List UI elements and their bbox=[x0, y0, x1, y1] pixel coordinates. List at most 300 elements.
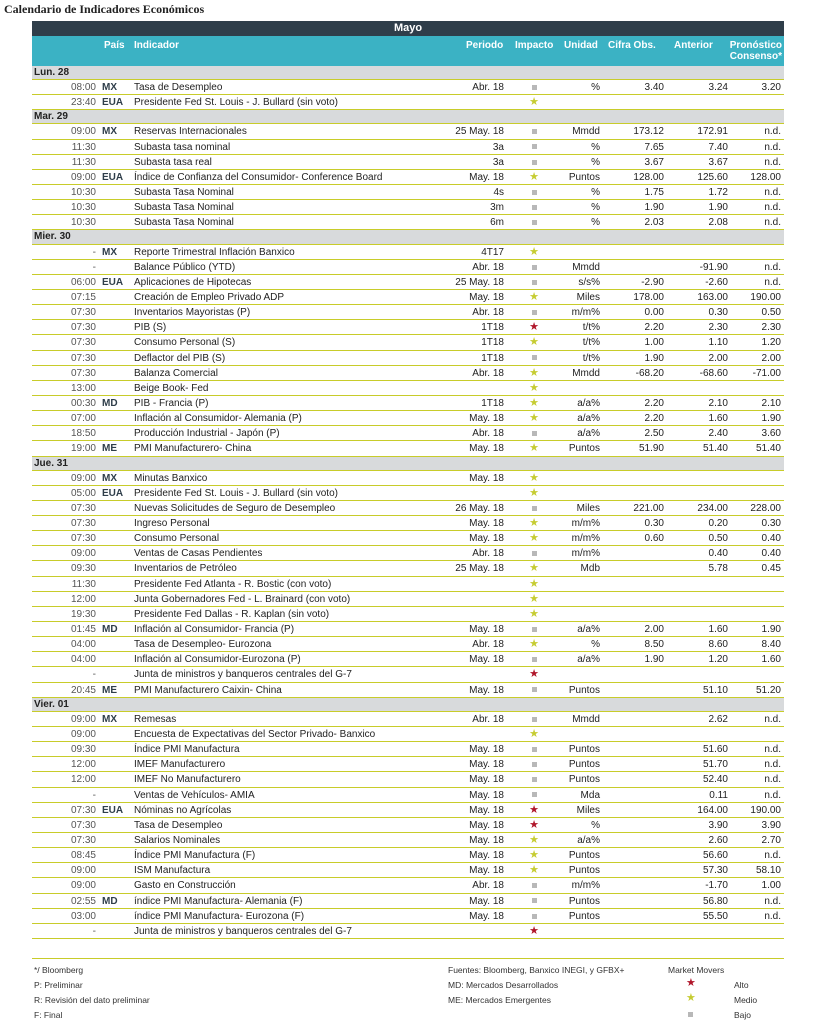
cell-indicator: Subasta Tasa Nominal bbox=[134, 217, 234, 229]
table-row bbox=[32, 366, 784, 381]
day-header: Vier. 01 bbox=[32, 698, 784, 712]
cell-consensus: 190.00 bbox=[750, 804, 781, 816]
table-row bbox=[32, 441, 784, 456]
cell-unit: Puntos bbox=[568, 443, 600, 455]
cell-previous: 0.50 bbox=[708, 533, 728, 545]
cell-consensus: 51.40 bbox=[755, 443, 781, 455]
col-indicador: Indicador bbox=[134, 40, 180, 51]
footnote-final: F: Final bbox=[34, 1010, 63, 1020]
cell-period: May. 18 bbox=[469, 850, 504, 862]
cell-indicator: IMEF Manufacturero bbox=[134, 759, 226, 771]
cell-period: May. 18 bbox=[469, 744, 504, 756]
calendar-table bbox=[32, 66, 784, 939]
footnote-md: MD: Mercados Desarrollados bbox=[448, 980, 559, 990]
table-row bbox=[32, 335, 784, 350]
cell-consensus: n.d. bbox=[764, 744, 781, 756]
table-row bbox=[32, 155, 784, 170]
impact-medium-star-icon: ★ bbox=[529, 562, 539, 575]
cell-previous: 2.10 bbox=[708, 397, 728, 409]
impact-medium-star-icon: ★ bbox=[529, 412, 539, 425]
impact-medium-star-icon: ★ bbox=[529, 833, 539, 846]
cell-previous: 125.60 bbox=[697, 171, 728, 183]
cell-period: Abr. 18 bbox=[472, 367, 504, 379]
legend-bajo: Bajo bbox=[734, 1010, 752, 1020]
cell-consensus: 228.00 bbox=[750, 502, 781, 514]
cell-consensus: n.d. bbox=[764, 156, 781, 168]
table-row bbox=[32, 637, 784, 652]
cell-time: 19:00 bbox=[70, 443, 96, 455]
column-header bbox=[32, 36, 784, 66]
impact-high-star-icon: ★ bbox=[529, 818, 539, 831]
cell-time: 07:30 bbox=[70, 834, 96, 846]
cell-observed: -2.90 bbox=[641, 276, 664, 288]
cell-unit: % bbox=[591, 82, 600, 94]
cell-time: 11:30 bbox=[71, 141, 96, 153]
impact-medium-star-icon: ★ bbox=[529, 396, 539, 409]
cell-consensus: n.d. bbox=[764, 895, 781, 907]
cell-country: MX bbox=[102, 713, 117, 725]
cell-consensus: 0.50 bbox=[761, 307, 781, 319]
cell-consensus: n.d. bbox=[764, 789, 781, 801]
cell-previous: 51.70 bbox=[702, 759, 728, 771]
cell-indicator: Índice PMI Manufactura (F) bbox=[134, 850, 256, 862]
cell-unit: Puntos bbox=[568, 684, 600, 696]
impact-medium-star-icon: ★ bbox=[529, 592, 539, 605]
cell-observed: 221.00 bbox=[633, 502, 664, 514]
impact-low-square-icon bbox=[512, 275, 556, 290]
table-row bbox=[32, 863, 784, 878]
cell-previous: 57.30 bbox=[702, 865, 728, 877]
cell-unit: % bbox=[591, 141, 600, 153]
cell-time: 09:00 bbox=[70, 728, 96, 740]
cell-previous: 7.40 bbox=[708, 141, 728, 153]
cell-time: - bbox=[92, 261, 96, 273]
cell-consensus: 2.70 bbox=[761, 834, 781, 846]
cell-indicator: Gasto en Construcción bbox=[134, 880, 236, 892]
cell-consensus: 3.20 bbox=[761, 82, 781, 94]
cell-previous: 2.08 bbox=[708, 217, 728, 229]
cell-consensus: 128.00 bbox=[750, 171, 781, 183]
cell-observed: 173.12 bbox=[633, 126, 664, 138]
cell-indicator: Balanza Comercial bbox=[134, 367, 218, 379]
cell-previous: 163.00 bbox=[697, 291, 728, 303]
cell-indicator: índice PMI Manufactura- Alemania (F) bbox=[134, 895, 303, 907]
cell-observed: 0.00 bbox=[644, 307, 664, 319]
cell-period: Abr. 18 bbox=[472, 82, 504, 94]
table-row bbox=[32, 320, 784, 335]
cell-period: May. 18 bbox=[469, 624, 504, 636]
cell-unit: a/a% bbox=[577, 397, 600, 409]
day-header: Mar. 29 bbox=[32, 110, 784, 124]
cell-period: May. 18 bbox=[469, 774, 504, 786]
cell-indicator: Índice PMI Manufactura bbox=[134, 744, 240, 756]
cell-time: 02:55 bbox=[70, 895, 96, 907]
cell-time: 07:30 bbox=[70, 819, 96, 831]
cell-consensus: 0.45 bbox=[761, 563, 781, 575]
cell-unit: t/t% bbox=[582, 337, 600, 349]
col-impacto: Impacto bbox=[515, 40, 554, 51]
table-row bbox=[32, 757, 784, 772]
impact-high-star-icon: ★ bbox=[529, 924, 539, 937]
cell-indicator: Presidente Fed Atlanta - R. Bostic (con voto) bbox=[134, 578, 332, 590]
cell-consensus: 1.60 bbox=[761, 654, 781, 666]
table-row bbox=[32, 607, 784, 622]
impact-high-star-icon: ★ bbox=[529, 803, 539, 816]
impact-low-square-icon bbox=[512, 140, 556, 155]
cell-consensus: n.d. bbox=[764, 276, 781, 288]
cell-previous: 2.30 bbox=[708, 322, 728, 334]
legend-medio: Medio bbox=[734, 995, 758, 1005]
cell-consensus: 3.60 bbox=[761, 428, 781, 440]
cell-observed: 1.90 bbox=[644, 654, 664, 666]
cell-unit: a/a% bbox=[577, 428, 600, 440]
cell-time: 12:00 bbox=[70, 759, 96, 771]
cell-consensus: 1.20 bbox=[761, 337, 781, 349]
cell-period: May. 18 bbox=[469, 518, 504, 530]
table-row bbox=[32, 290, 784, 305]
cell-unit: m/m% bbox=[571, 548, 600, 560]
cell-time: 01:45 bbox=[70, 624, 96, 636]
cell-indicator: Balance Público (YTD) bbox=[134, 261, 236, 273]
impact-medium-star-icon: ★ bbox=[529, 532, 539, 545]
cell-previous: 172.91 bbox=[697, 126, 728, 138]
cell-time: 09:00 bbox=[70, 171, 96, 183]
impact-low-square-icon bbox=[512, 894, 556, 909]
cell-time: 03:00 bbox=[70, 910, 96, 922]
footnote-sources: Fuentes: Bloomberg, Banxico INEGI, y GFBX+ bbox=[448, 965, 625, 975]
cell-time: 08:00 bbox=[70, 82, 96, 94]
impact-medium-star-icon: ★ bbox=[529, 290, 539, 303]
cell-indicator: Subasta Tasa Nominal bbox=[134, 202, 234, 214]
cell-indicator: Deflactor del PIB (S) bbox=[134, 352, 226, 364]
cell-unit: Puntos bbox=[568, 865, 600, 877]
cell-previous: 51.40 bbox=[702, 443, 728, 455]
footnote-bloomberg: */ Bloomberg bbox=[34, 965, 84, 975]
cell-unit: Mmdd bbox=[572, 261, 600, 273]
footnote-preliminar: P: Preliminar bbox=[34, 980, 83, 990]
cell-time: 20:45 bbox=[70, 684, 96, 696]
cell-indicator: Producción Industrial - Japón (P) bbox=[134, 428, 280, 440]
cell-period: 1T18 bbox=[481, 352, 504, 364]
table-row bbox=[32, 803, 784, 818]
cell-period: 1T18 bbox=[481, 322, 504, 334]
table-row bbox=[32, 788, 784, 803]
cell-consensus: n.d. bbox=[764, 713, 781, 725]
cell-indicator: Presidente Fed St. Louis - J. Bullard (sin voto) bbox=[134, 97, 338, 109]
table-row bbox=[32, 305, 784, 320]
cell-time: 07:30 bbox=[70, 307, 96, 319]
cell-period: May. 18 bbox=[469, 684, 504, 696]
table-row bbox=[32, 848, 784, 863]
cell-consensus: 1.00 bbox=[761, 880, 781, 892]
cell-previous: 3.24 bbox=[708, 82, 728, 94]
cell-unit: t/t% bbox=[582, 352, 600, 364]
table-row bbox=[32, 124, 784, 139]
cell-indicator: Presidente Fed St. Louis - J. Bullard (sin voto) bbox=[134, 487, 338, 499]
cell-unit: Miles bbox=[576, 502, 600, 514]
cell-country: EUA bbox=[102, 804, 124, 816]
table-row bbox=[32, 652, 784, 667]
cell-unit: a/a% bbox=[577, 624, 600, 636]
impact-low-square-icon bbox=[512, 80, 556, 95]
month-header: Mayo bbox=[32, 21, 784, 36]
cell-time: 08:45 bbox=[70, 850, 96, 862]
cell-period: May. 18 bbox=[469, 865, 504, 877]
cell-unit: Puntos bbox=[568, 895, 600, 907]
cell-indicator: Tasa de Desempleo- Eurozona bbox=[134, 639, 272, 651]
cell-consensus: n.d. bbox=[764, 187, 781, 199]
cell-country: MX bbox=[102, 126, 117, 138]
legend-low-square-icon bbox=[688, 1008, 693, 1020]
cell-previous: 51.10 bbox=[702, 684, 728, 696]
cell-country: MX bbox=[102, 472, 117, 484]
cell-consensus: n.d. bbox=[764, 217, 781, 229]
table-row bbox=[32, 275, 784, 290]
cell-indicator: Reporte Trimestral Inflación Banxico bbox=[134, 246, 295, 258]
table-row bbox=[32, 140, 784, 155]
table-bottom-rule bbox=[32, 958, 784, 959]
cell-country: MX bbox=[102, 82, 117, 94]
cell-time: 09:00 bbox=[70, 865, 96, 877]
cell-observed: 0.60 bbox=[644, 533, 664, 545]
legend-alto: Alto bbox=[734, 980, 749, 990]
impact-medium-star-icon: ★ bbox=[529, 638, 539, 651]
cell-period: May. 18 bbox=[469, 443, 504, 455]
impact-medium-star-icon: ★ bbox=[529, 170, 539, 183]
cell-previous: 51.60 bbox=[702, 744, 728, 756]
cell-time: 07:30 bbox=[70, 518, 96, 530]
cell-consensus: n.d. bbox=[764, 774, 781, 786]
cell-period: Abr. 18 bbox=[472, 548, 504, 560]
cell-indicator: Remesas bbox=[134, 713, 177, 725]
cell-time: - bbox=[92, 669, 96, 681]
cell-observed: 2.03 bbox=[644, 217, 664, 229]
impact-low-square-icon bbox=[512, 788, 556, 803]
cell-unit: Mmdd bbox=[572, 713, 600, 725]
cell-country: EUA bbox=[102, 97, 124, 109]
cell-unit: % bbox=[591, 187, 600, 199]
cell-unit: Puntos bbox=[568, 171, 600, 183]
table-row bbox=[32, 426, 784, 441]
cell-indicator: Tasa de Desempleo bbox=[134, 819, 223, 831]
impact-low-square-icon bbox=[512, 185, 556, 200]
cell-period: 4T17 bbox=[481, 246, 504, 258]
day-header: Jue. 31 bbox=[32, 457, 784, 471]
cell-previous: 1.10 bbox=[708, 337, 728, 349]
table-row bbox=[32, 894, 784, 909]
impact-low-square-icon bbox=[512, 878, 556, 893]
cell-indicator: Salarios Nominales bbox=[134, 834, 221, 846]
table-row bbox=[32, 215, 784, 230]
cell-consensus: 2.30 bbox=[761, 322, 781, 334]
table-row bbox=[32, 260, 784, 275]
cell-consensus: 3.90 bbox=[761, 819, 781, 831]
cell-previous: 164.00 bbox=[697, 804, 728, 816]
table-row bbox=[32, 245, 784, 260]
cell-country: EUA bbox=[102, 487, 124, 499]
cell-period: Abr. 18 bbox=[472, 880, 504, 892]
cell-indicator: Subasta tasa nominal bbox=[134, 141, 231, 153]
impact-low-square-icon bbox=[512, 260, 556, 275]
cell-previous: 1.20 bbox=[708, 654, 728, 666]
table-row bbox=[32, 531, 784, 546]
cell-period: May. 18 bbox=[469, 654, 504, 666]
table-row bbox=[32, 772, 784, 787]
impact-low-square-icon bbox=[512, 351, 556, 366]
cell-period: Abr. 18 bbox=[472, 713, 504, 725]
day-header: Mier. 30 bbox=[32, 230, 784, 244]
cell-unit: a/a% bbox=[577, 654, 600, 666]
cell-previous: 0.40 bbox=[708, 548, 728, 560]
cell-period: May. 18 bbox=[469, 834, 504, 846]
cell-previous: 8.60 bbox=[708, 639, 728, 651]
impact-medium-star-icon: ★ bbox=[529, 96, 539, 109]
impact-medium-star-icon: ★ bbox=[529, 245, 539, 258]
cell-unit: % bbox=[591, 819, 600, 831]
table-row bbox=[32, 924, 784, 939]
cell-period: 26 May. 18 bbox=[455, 502, 504, 514]
cell-indicator: Tasa de Desempleo bbox=[134, 82, 223, 94]
impact-low-square-icon bbox=[512, 215, 556, 230]
cell-time: 05:00 bbox=[70, 487, 96, 499]
cell-indicator: Ventas de Casas Pendientes bbox=[134, 548, 263, 560]
cell-previous: 56.60 bbox=[702, 850, 728, 862]
cell-time: 23:40 bbox=[70, 97, 96, 109]
cell-observed: 2.20 bbox=[644, 397, 664, 409]
table-row bbox=[32, 501, 784, 516]
cell-previous: 234.00 bbox=[697, 502, 728, 514]
table-row bbox=[32, 667, 784, 682]
impact-low-square-icon bbox=[512, 909, 556, 924]
cell-time: 07:30 bbox=[70, 533, 96, 545]
cell-observed: 51.90 bbox=[638, 443, 664, 455]
cell-time: 10:30 bbox=[70, 217, 96, 229]
cell-previous: 2.62 bbox=[708, 713, 728, 725]
cell-time: 12:00 bbox=[70, 593, 96, 605]
cell-period: May. 18 bbox=[469, 171, 504, 183]
cell-time: 19:30 bbox=[70, 608, 96, 620]
cell-indicator: Nuevas Solicitudes de Seguro de Desempleo bbox=[134, 502, 336, 514]
cell-period: 3a bbox=[492, 156, 504, 168]
cell-previous: 0.20 bbox=[708, 518, 728, 530]
legend-mid-star-icon: ★ bbox=[686, 992, 696, 1004]
cell-previous: 1.90 bbox=[708, 202, 728, 214]
cell-previous: 1.72 bbox=[708, 187, 728, 199]
cell-period: Abr. 18 bbox=[472, 307, 504, 319]
cell-indicator: IMEF No Manufacturero bbox=[134, 774, 241, 786]
impact-medium-star-icon: ★ bbox=[529, 336, 539, 349]
impact-low-square-icon bbox=[512, 712, 556, 727]
cell-consensus: 2.00 bbox=[761, 352, 781, 364]
cell-time: 09:30 bbox=[70, 563, 96, 575]
cell-time: 07:30 bbox=[70, 337, 96, 349]
cell-previous: 2.00 bbox=[708, 352, 728, 364]
table-row bbox=[32, 592, 784, 607]
cell-time: 11:30 bbox=[71, 578, 96, 590]
cell-time: 00:30 bbox=[70, 397, 96, 409]
cell-consensus: 1.90 bbox=[761, 624, 781, 636]
cell-indicator: Junta de ministros y banqueros centrales del G-7 bbox=[134, 925, 352, 937]
impact-low-square-icon bbox=[512, 757, 556, 772]
cell-indicator: ISM Manufactura bbox=[134, 865, 211, 877]
table-row bbox=[32, 185, 784, 200]
cell-period: 25 May. 18 bbox=[455, 126, 504, 138]
cell-period: 3m bbox=[490, 202, 504, 214]
impact-high-star-icon: ★ bbox=[529, 321, 539, 334]
table-row bbox=[32, 516, 784, 531]
cell-period: Abr. 18 bbox=[472, 261, 504, 273]
cell-consensus: 0.30 bbox=[761, 518, 781, 530]
cell-time: 09:00 bbox=[70, 126, 96, 138]
cell-indicator: Minutas Banxico bbox=[134, 472, 208, 484]
impact-medium-star-icon: ★ bbox=[529, 577, 539, 590]
cell-period: 25 May. 18 bbox=[455, 276, 504, 288]
cell-observed: 2.20 bbox=[644, 322, 664, 334]
cell-time: 04:00 bbox=[70, 654, 96, 666]
cell-previous: -68.60 bbox=[699, 367, 728, 379]
cell-period: Abr. 18 bbox=[472, 428, 504, 440]
cell-indicator: Inflación al Consumidor- Francia (P) bbox=[134, 624, 295, 636]
cell-indicator: Beige Book- Fed bbox=[134, 382, 209, 394]
footnote-revision: R: Revisión del dato preliminar bbox=[34, 995, 150, 1005]
col-anterior: Anterior bbox=[674, 40, 713, 51]
cell-unit: Miles bbox=[576, 291, 600, 303]
cell-period: 6m bbox=[490, 217, 504, 229]
footnote-me: ME: Mercados Emergentes bbox=[448, 995, 551, 1005]
impact-low-square-icon bbox=[512, 622, 556, 637]
table-row bbox=[32, 200, 784, 215]
col-periodo: Periodo bbox=[466, 40, 504, 51]
impact-medium-star-icon: ★ bbox=[529, 366, 539, 379]
cell-consensus: 58.10 bbox=[755, 865, 781, 877]
cell-unit: Mmdd bbox=[572, 126, 600, 138]
cell-consensus: n.d. bbox=[764, 910, 781, 922]
cell-unit: % bbox=[591, 217, 600, 229]
impact-low-square-icon bbox=[512, 652, 556, 667]
cell-unit: Puntos bbox=[568, 774, 600, 786]
cell-period: May. 18 bbox=[469, 759, 504, 771]
cell-time: 10:30 bbox=[70, 187, 96, 199]
cell-country: MX bbox=[102, 246, 117, 258]
cell-time: 06:00 bbox=[70, 276, 96, 288]
cell-consensus: n.d. bbox=[764, 261, 781, 273]
cell-observed: 3.67 bbox=[644, 156, 664, 168]
cell-observed: 1.00 bbox=[644, 337, 664, 349]
cell-consensus: n.d. bbox=[764, 202, 781, 214]
table-row bbox=[32, 351, 784, 366]
cell-unit: Mda bbox=[580, 789, 600, 801]
cell-period: May. 18 bbox=[469, 291, 504, 303]
cell-unit: Mmdd bbox=[572, 367, 600, 379]
cell-unit: s/s% bbox=[578, 276, 600, 288]
impact-low-square-icon bbox=[512, 426, 556, 441]
cell-country: MD bbox=[102, 895, 118, 907]
cell-observed: 3.40 bbox=[644, 82, 664, 94]
cell-indicator: Consumo Personal (S) bbox=[134, 337, 236, 349]
impact-low-square-icon bbox=[512, 155, 556, 170]
cell-observed: 1.75 bbox=[644, 187, 664, 199]
cell-indicator: Creación de Empleo Privado ADP bbox=[134, 291, 285, 303]
cell-indicator: Ingreso Personal bbox=[134, 518, 210, 530]
cell-unit: % bbox=[591, 156, 600, 168]
cell-previous: 1.60 bbox=[708, 413, 728, 425]
impact-medium-star-icon: ★ bbox=[529, 849, 539, 862]
cell-previous: -1.70 bbox=[705, 880, 728, 892]
cell-indicator: PMI Manufacturero Caixin- China bbox=[134, 684, 282, 696]
impact-medium-star-icon: ★ bbox=[529, 864, 539, 877]
table-row bbox=[32, 471, 784, 486]
cell-unit: a/a% bbox=[577, 834, 600, 846]
